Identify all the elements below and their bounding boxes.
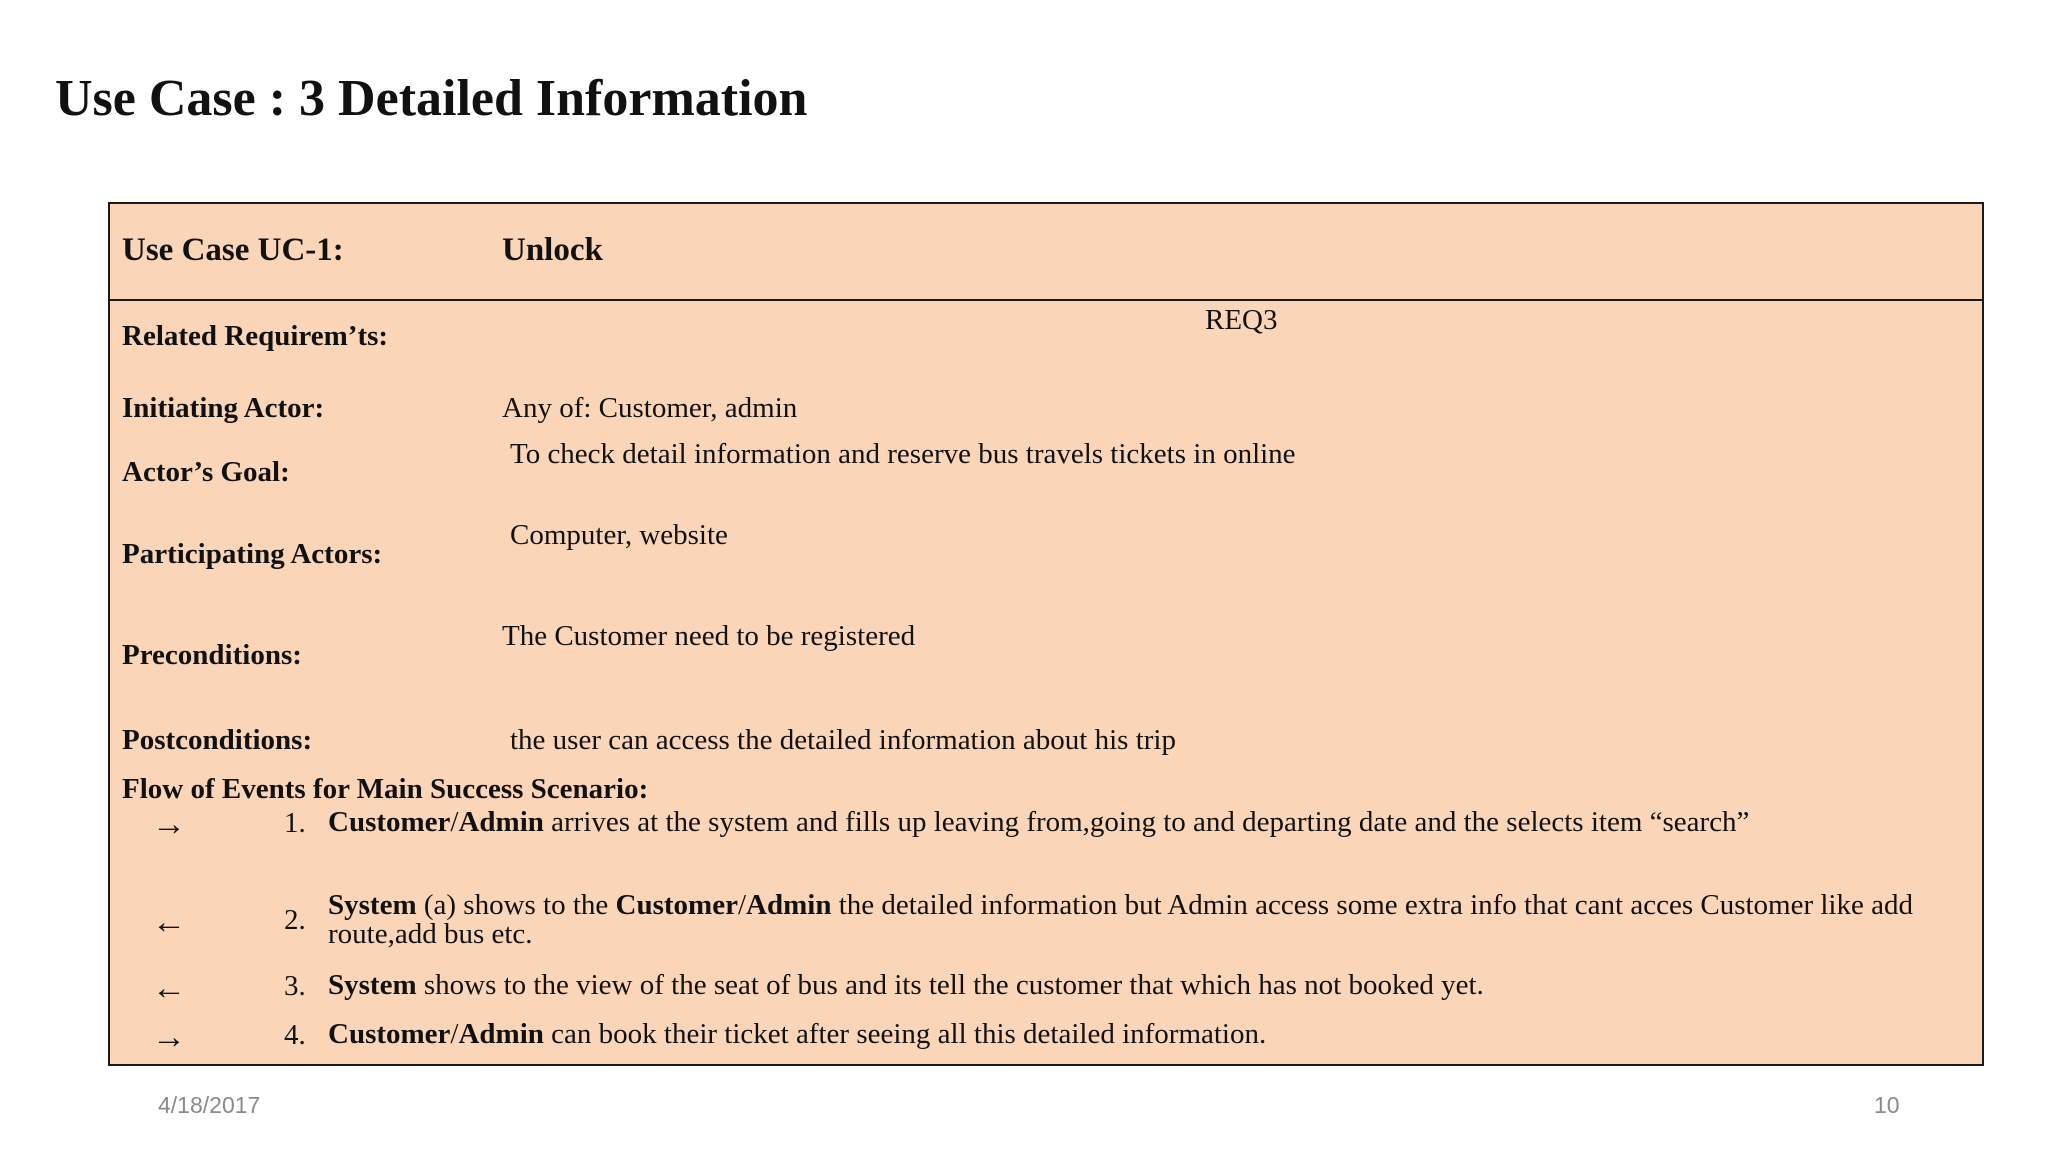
step-4-slash: / bbox=[450, 1018, 459, 1050]
flow-step-number-4: 4. bbox=[284, 1019, 306, 1051]
step-2-actor-admin: Admin bbox=[746, 889, 832, 921]
step-2-slash: / bbox=[737, 889, 747, 921]
step-3-text: shows to the view of the seat of bus and its tell the customer that which has not booked yet. bbox=[416, 969, 1484, 1001]
footer-date: 4/18/2017 bbox=[158, 1092, 261, 1118]
flow-step-3 bbox=[328, 971, 1988, 1000]
flow-step-2 bbox=[328, 891, 1988, 949]
postconditions-label: Postconditions: bbox=[122, 724, 313, 756]
initiating-actor-value: Any of: Customer, admin bbox=[502, 392, 798, 424]
flow-title: Flow of Events for Main Success Scenario: bbox=[122, 773, 649, 805]
flow-step-number-2: 2. bbox=[284, 904, 306, 936]
actors-goal-label: Actor’s Goal: bbox=[122, 456, 290, 488]
use-case-table bbox=[108, 202, 1984, 1066]
footer-page-number: 10 bbox=[1874, 1092, 1900, 1118]
step-1-actor-customer: Customer bbox=[328, 806, 451, 838]
step-4-actor-customer: Customer bbox=[328, 1018, 451, 1050]
actors-goal-value: To check detail information and reserve bus travels tickets in online bbox=[510, 438, 1296, 470]
related-requirements-value: REQ3 bbox=[1205, 304, 1278, 336]
use-case-id-label: Use Case UC-1: bbox=[122, 232, 344, 268]
step-2-actor-system: System bbox=[328, 889, 417, 921]
step-1-slash: / bbox=[450, 806, 459, 838]
use-case-name: Unlock bbox=[502, 232, 603, 268]
flow-arrow-2: ← bbox=[152, 904, 186, 941]
step-1-text: arrives at the system and fills up leaving from,going to and departing date and the selects item “search” bbox=[543, 806, 1750, 838]
step-1-actor-admin: Admin bbox=[458, 806, 544, 838]
step-2-text-a: (a) shows to the bbox=[416, 889, 616, 921]
preconditions-label: Preconditions: bbox=[122, 639, 302, 671]
initiating-actor-label: Initiating Actor: bbox=[122, 392, 325, 424]
flow-step-number-3: 3. bbox=[284, 970, 306, 1002]
participating-actors-value: Computer, website bbox=[510, 519, 728, 551]
flow-step-1 bbox=[328, 808, 1988, 837]
related-requirements-label: Related Requirem’ts: bbox=[122, 320, 389, 352]
preconditions-value: The Customer need to be registered bbox=[502, 620, 916, 652]
participating-actors-label: Participating Actors: bbox=[122, 538, 383, 570]
step-2-text-b: the detailed information but Admin access some extra info that cant acces Customer like add route,add bus etc. bbox=[328, 889, 1913, 950]
step-4-text: can book their ticket after seeing all this detailed information. bbox=[543, 1018, 1267, 1050]
flow-arrow-4: → bbox=[152, 1019, 186, 1056]
postconditions-value: the user can access the detailed information about his trip bbox=[510, 724, 1176, 756]
flow-arrow-1: → bbox=[152, 806, 186, 843]
step-4-actor-admin: Admin bbox=[458, 1018, 544, 1050]
header-divider bbox=[110, 299, 1982, 301]
step-2-actor-customer: Customer bbox=[615, 889, 738, 921]
step-3-actor-system: System bbox=[328, 969, 417, 1001]
flow-step-4 bbox=[328, 1020, 1988, 1049]
slide-title: Use Case : 3 Detailed Information bbox=[55, 70, 808, 127]
flow-step-number-1: 1. bbox=[284, 807, 306, 839]
flow-arrow-3: ← bbox=[152, 970, 186, 1007]
